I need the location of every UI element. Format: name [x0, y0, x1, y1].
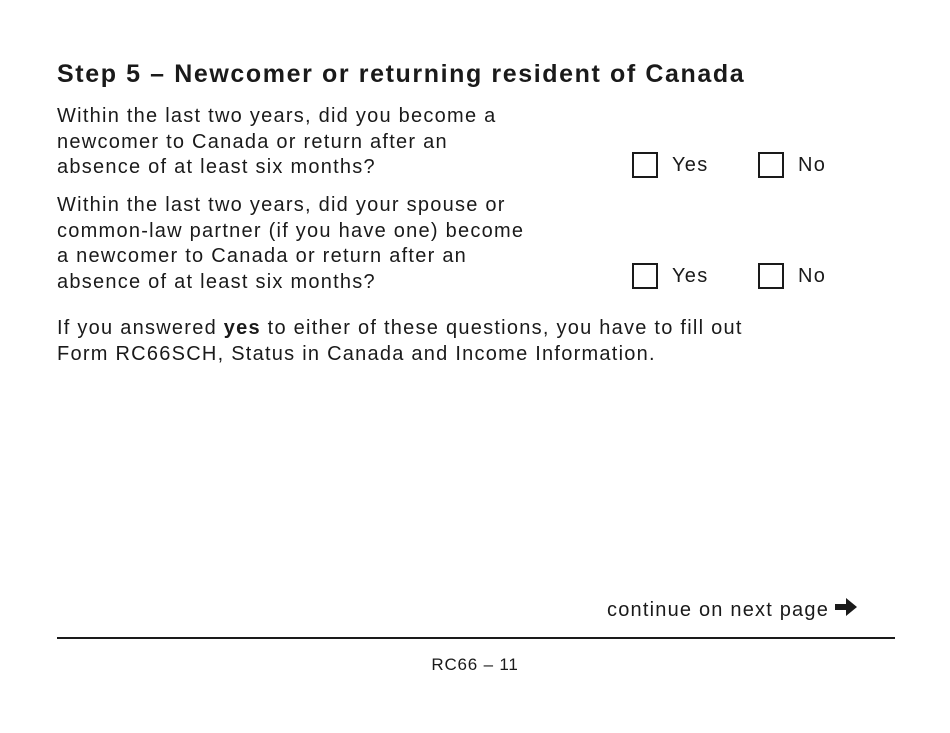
q1-yes-label: Yes — [672, 153, 709, 176]
question-newcomer-spouse — [57, 193, 524, 295]
note-line-1 — [57, 316, 743, 342]
note-text-after: to either of these questions, you have to fill out — [260, 317, 743, 339]
question-line: Within the last two years, did your spouse or — [57, 194, 506, 216]
q1-no-checkbox[interactable] — [758, 152, 784, 178]
question-line: common-law partner (if you have one) become — [57, 219, 525, 242]
note-line-2: Form RC66SCH, Status in Canada and Income Information. — [57, 342, 656, 365]
note-text-before: If you answered — [57, 317, 224, 339]
page-number: RC66 – 11 — [431, 655, 519, 674]
q1-no-label: No — [798, 153, 827, 176]
continue-on-next-page — [607, 596, 859, 624]
question-newcomer-self — [57, 104, 497, 181]
q2-no-label: No — [798, 264, 827, 287]
right-arrow-icon — [833, 596, 859, 624]
note-bold-yes: yes — [223, 317, 261, 339]
q2-yes-checkbox[interactable] — [632, 263, 658, 289]
footer-divider — [57, 637, 895, 639]
q1-no-checkbox-option[interactable] — [758, 152, 826, 178]
question-line: Within the last two years, did you become a — [57, 105, 497, 127]
continue-text: continue on next page — [607, 598, 830, 621]
q1-yes-checkbox-option[interactable] — [632, 152, 709, 178]
q2-yes-label: Yes — [672, 264, 709, 287]
q2-yes-checkbox-option[interactable] — [632, 263, 709, 289]
question-line: a newcomer to Canada or return after an — [57, 245, 468, 267]
question-line: absence of at least six months? — [57, 270, 376, 293]
instruction-note — [57, 316, 743, 367]
q2-no-checkbox-option[interactable] — [758, 263, 826, 289]
question-line: newcomer to Canada or return after an — [57, 130, 448, 153]
q2-no-checkbox[interactable] — [758, 263, 784, 289]
q1-yes-checkbox[interactable] — [632, 152, 658, 178]
step-title: Step 5 – Newcomer or returning resident of Canada — [57, 60, 746, 88]
question-line: absence of at least six months? — [57, 156, 376, 178]
